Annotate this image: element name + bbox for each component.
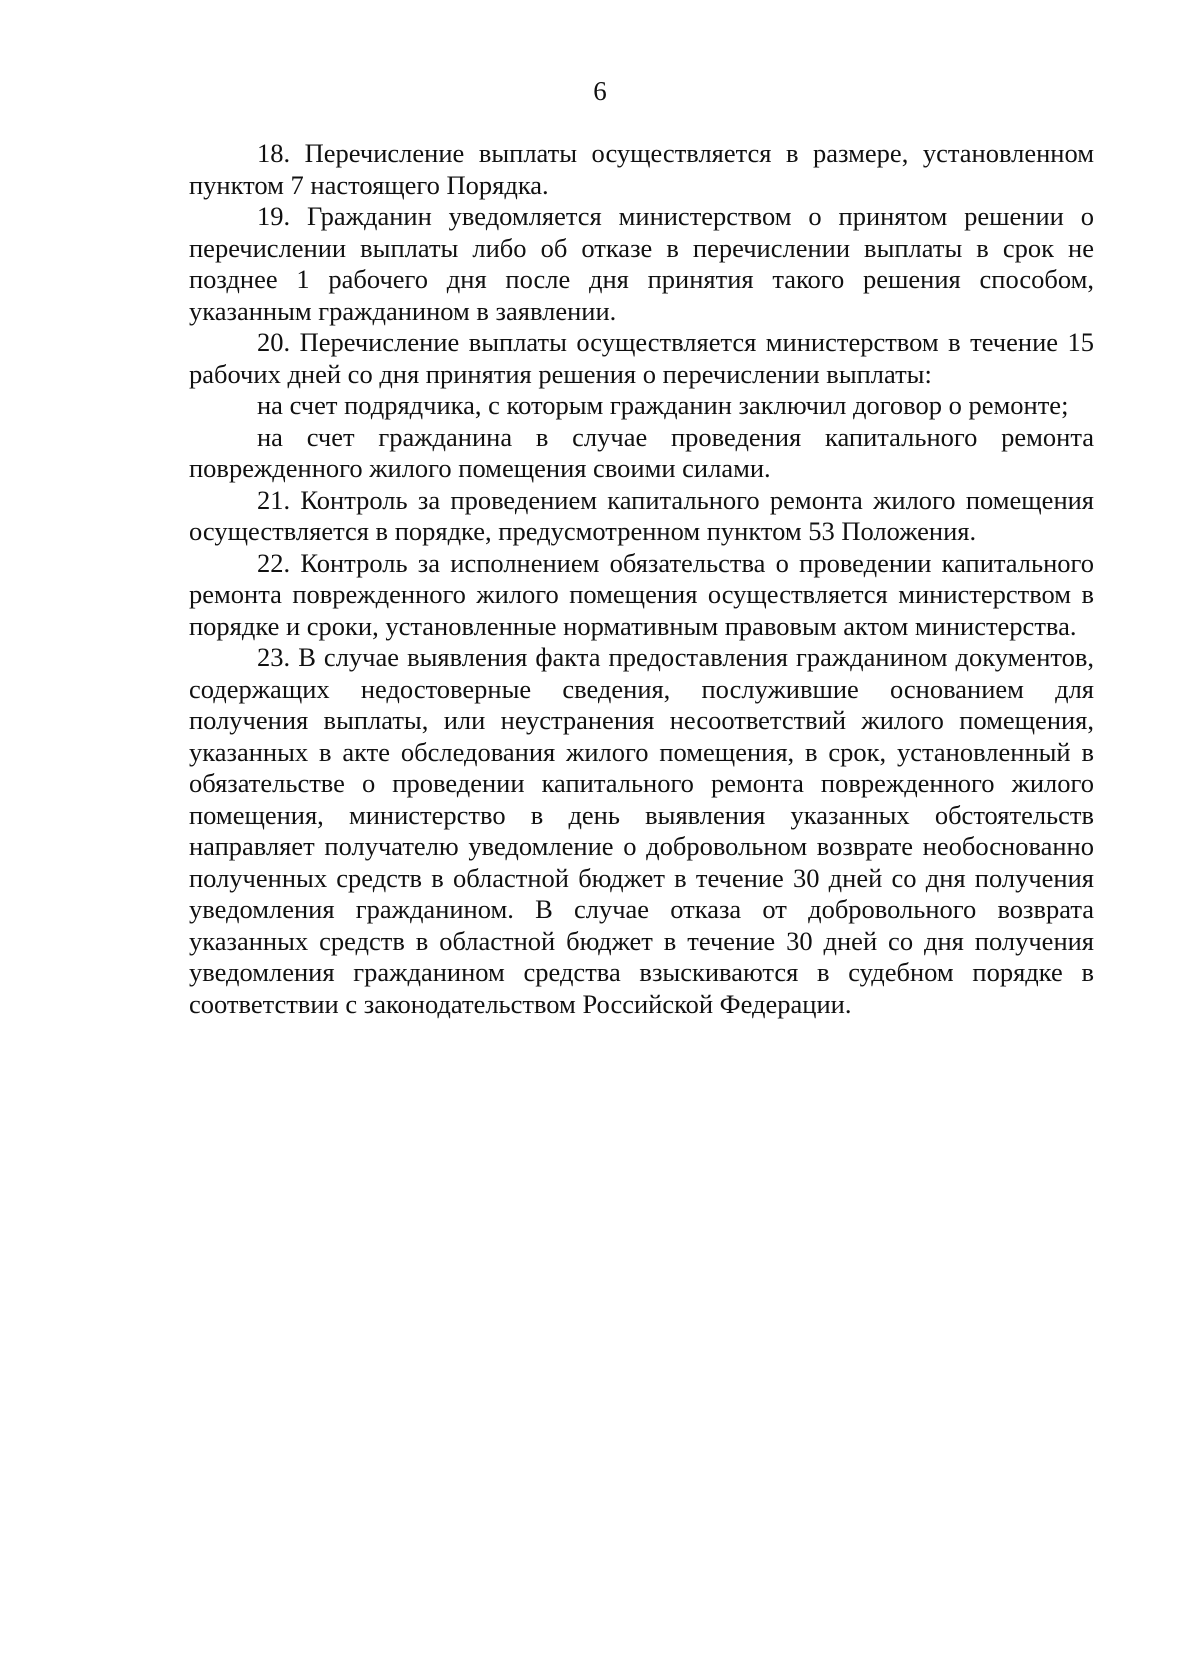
paragraph-22: 22. Контроль за исполнением обязательства о проведении капитального ремонта поврежденного жилого помещения осуществляется министерством в порядке и сроки, установленные нормативным правовым актом министерства. [189, 547, 1094, 641]
paragraph-20-item-citizen: на счет гражданина в случае проведения капитального ремонта поврежденного жилого помещения своими силами. [189, 421, 1094, 483]
document-body [189, 138, 1094, 1020]
paragraph-19: 19. Гражданин уведомляется министерством о принятом решении о перечислении выплаты либо об отказе в перечислении выплаты в срок не позднее 1 рабочего дня после дня принятия такого решения способом, указанным гражданином в заявлении. [189, 201, 1094, 326]
paragraph-20-item-contractor: на счет подрядчика, с которым гражданин заключил договор о ремонте; [257, 390, 1069, 420]
paragraph-21: 21. Контроль за проведением капитального ремонта жилого помещения осуществляется в порядке, предусмотренном пунктом 53 Положения. [189, 484, 1094, 546]
paragraph-20: 20. Перечисление выплаты осуществляется министерством в течение 15 рабочих дней со дня принятия решения о перечислении выплаты: [189, 327, 1094, 389]
paragraph-18: 18. Перечисление выплаты осуществляется в размере, установленном пунктом 7 настоящего Порядка. [189, 138, 1094, 200]
paragraph-23: 23. В случае выявления факта предоставления гражданином документов, содержащих недостоверные сведения, послужившие основанием для получения выплаты, или неустранения несоответствий жилого помещения, указанных в акте обследования жилого помещения, в срок, установленный в обязательстве о проведении капитального ремонта поврежденного жилого помещения, министерство в день выявления указанных обстоятельств направляет получателю уведомление о добровольном возврате необоснованно полученных средств в областной бюджет в течение 30 дней со дня получения уведомления гражданином. В случае отказа от добровольного возврата указанных средств в областной бюджет в течение 30 дней со дня получения уведомления гражданином средства взыскиваются в судебном порядке в соответствии с законодательством Российской Федерации. [189, 642, 1094, 1019]
page-number: 6 [593, 76, 607, 106]
